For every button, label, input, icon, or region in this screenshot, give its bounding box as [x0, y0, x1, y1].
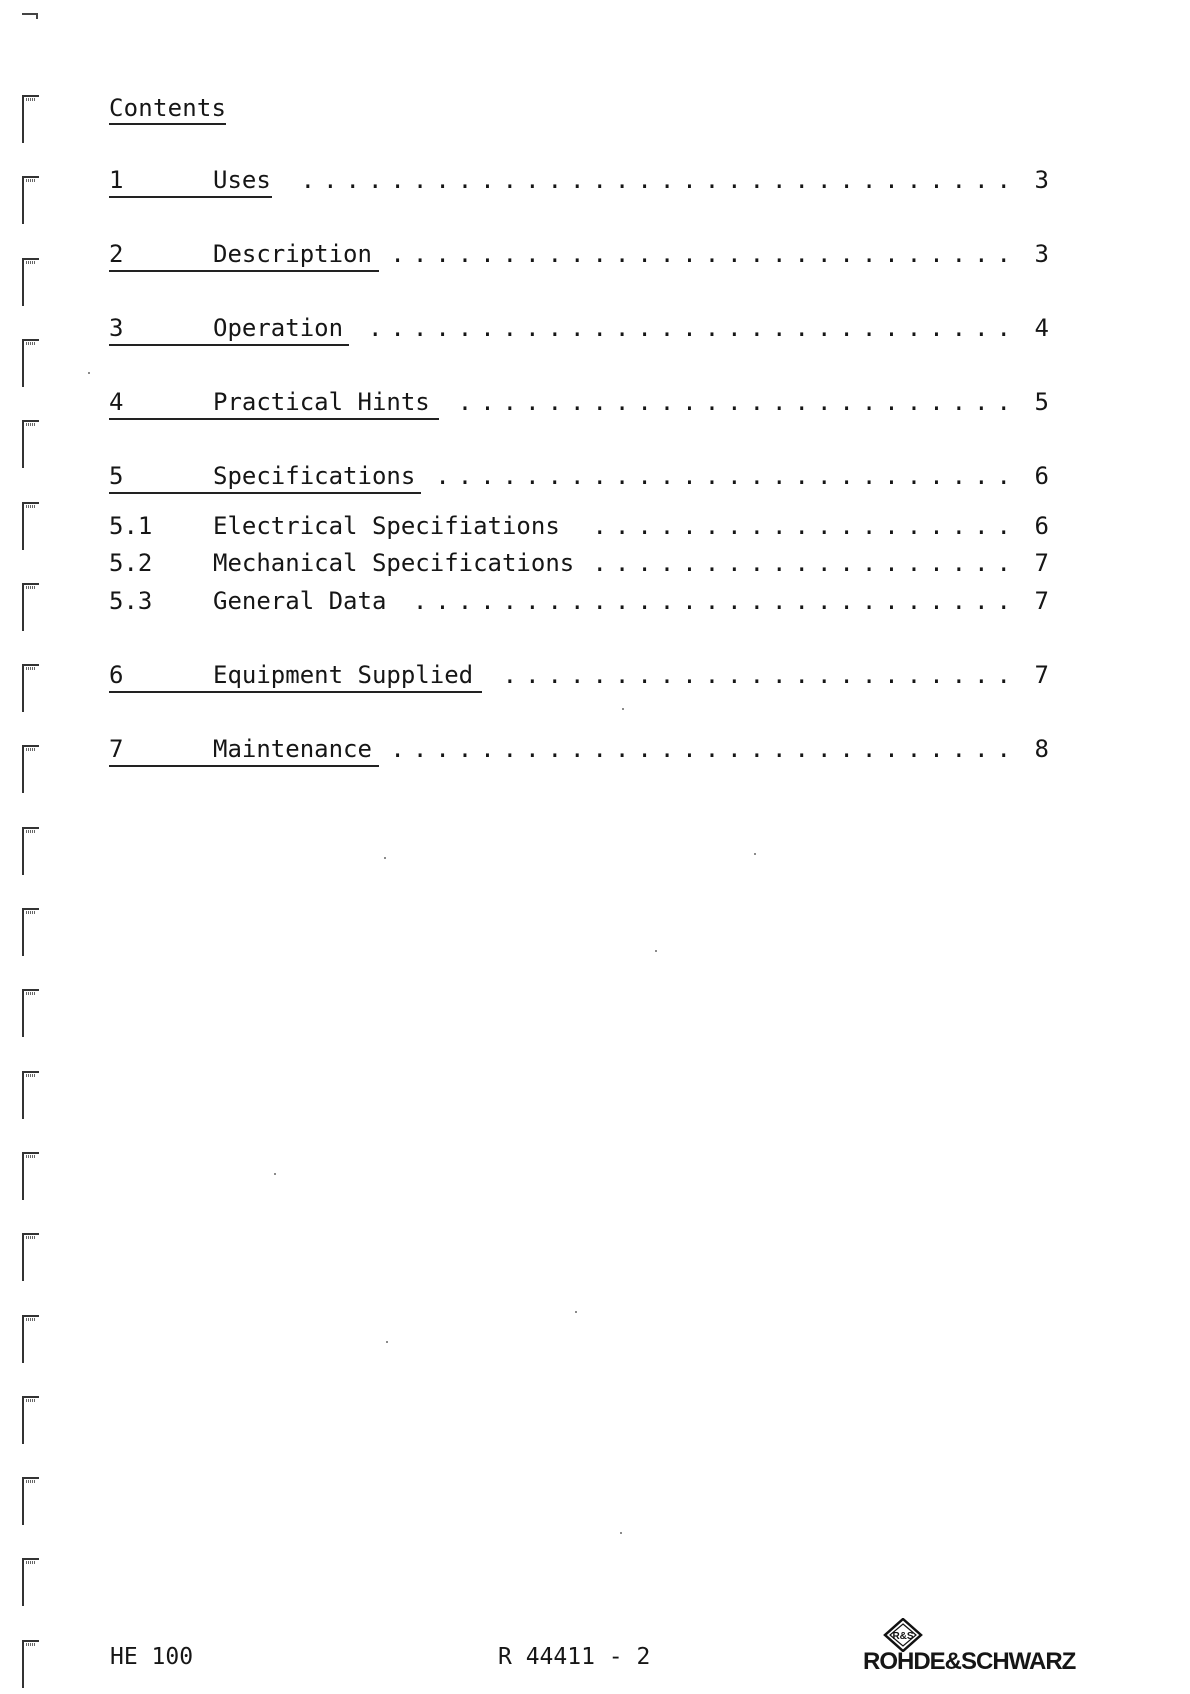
- toc-number: 5.2: [109, 549, 153, 577]
- toc-title: Practical Hints: [213, 388, 430, 416]
- toc-number: 5.1: [109, 512, 153, 540]
- toc-number: 5.3: [109, 587, 153, 615]
- binding-hole-mark: [22, 1315, 40, 1363]
- binding-hole-mark: [22, 95, 40, 143]
- toc-number: 7: [109, 735, 124, 763]
- binding-hole-mark: [22, 908, 40, 956]
- toc-underline: [109, 196, 272, 198]
- toc-row[interactable]: [109, 240, 1049, 280]
- toc-leader-dots: ............................: [390, 735, 1019, 763]
- toc-page-number: 7: [1034, 661, 1049, 689]
- toc-title: Equipment Supplied: [213, 661, 474, 689]
- toc-number: 1: [109, 166, 124, 194]
- toc-underline: [109, 691, 482, 693]
- corner-mark: [22, 13, 38, 19]
- brand-name: ROHDE&SCHWARZ: [863, 1648, 1076, 1675]
- binding-hole-mark: [22, 1477, 40, 1525]
- toc-underline: [109, 270, 379, 272]
- toc-leader-dots: ..........................: [435, 462, 1019, 490]
- toc-title: Specifications: [213, 462, 416, 490]
- toc-page-number: 5: [1034, 388, 1049, 416]
- toc-number: 3: [109, 314, 124, 342]
- toc-row[interactable]: [109, 512, 1049, 552]
- footer-model: HE 100: [110, 1644, 194, 1670]
- toc-row[interactable]: [109, 462, 1049, 502]
- toc-number: 4: [109, 388, 124, 416]
- scan-speck: [655, 950, 657, 952]
- toc-title: Electrical Specifiations: [213, 512, 560, 540]
- toc-number: 5: [109, 462, 124, 490]
- scan-speck: [622, 708, 624, 710]
- binding-hole-mark: [22, 1233, 40, 1281]
- scan-speck: [386, 1341, 388, 1343]
- scan-speck: [754, 853, 756, 855]
- toc-underline: [109, 765, 379, 767]
- toc-page-number: 3: [1034, 166, 1049, 194]
- binding-hole-mark: [22, 664, 40, 712]
- binding-hole-mark: [22, 1640, 40, 1688]
- scan-speck: [274, 1173, 276, 1175]
- toc-leader-dots: .........................: [457, 388, 1019, 416]
- binding-hole-mark: [22, 420, 40, 468]
- toc-leader-dots: ................................: [300, 166, 1019, 194]
- toc-leader-dots: .............................: [367, 314, 1019, 342]
- toc-leader-dots: .......................: [502, 661, 1019, 689]
- toc-page-number: 8: [1034, 735, 1049, 763]
- scan-speck: [620, 1532, 622, 1534]
- toc-row[interactable]: [109, 587, 1049, 627]
- toc-underline: [109, 418, 439, 420]
- binding-hole-mark: [22, 339, 40, 387]
- toc-leader-dots: ...................: [592, 512, 1019, 540]
- toc-number: 2: [109, 240, 124, 268]
- binding-hole-mark: [22, 989, 40, 1037]
- toc-underline: [109, 492, 421, 494]
- toc-title: Uses: [213, 166, 271, 194]
- toc-title: Operation: [213, 314, 344, 342]
- binding-hole-mark: [22, 1071, 40, 1119]
- toc-row[interactable]: [109, 549, 1049, 589]
- scan-speck: [384, 857, 386, 859]
- toc-title: Maintenance: [213, 735, 372, 763]
- toc-leader-dots: ...........................: [412, 587, 1019, 615]
- binding-hole-mark: [22, 258, 40, 306]
- toc-row[interactable]: [109, 388, 1049, 428]
- binding-hole-mark: [22, 583, 40, 631]
- toc-leader-dots: ...................: [592, 549, 1019, 577]
- binding-hole-mark: [22, 1558, 40, 1606]
- toc-number: 6: [109, 661, 124, 689]
- rohde-schwarz-logo: [863, 1618, 1103, 1678]
- toc-page-number: 7: [1034, 587, 1049, 615]
- toc-row[interactable]: [109, 166, 1049, 206]
- toc-row[interactable]: [109, 661, 1049, 701]
- logo-mark-letters: R&S: [892, 1631, 914, 1642]
- toc-title: General Data: [213, 587, 387, 615]
- toc-page-number: 3: [1034, 240, 1049, 268]
- rs-diamond-logo-icon: [883, 1618, 923, 1652]
- binding-hole-mark: [22, 176, 40, 224]
- footer-doc-number: R 44411 - 2: [498, 1644, 651, 1670]
- toc-page-number: 6: [1034, 462, 1049, 490]
- binding-hole-mark: [22, 1152, 40, 1200]
- toc-page-number: 7: [1034, 549, 1049, 577]
- toc-title: Mechanical Specifications: [213, 549, 575, 577]
- binding-hole-mark: [22, 827, 40, 875]
- binding-hole-mark: [22, 1396, 40, 1444]
- contents-heading: Contents: [109, 94, 226, 125]
- toc-title: Description: [213, 240, 372, 268]
- toc-row[interactable]: [109, 314, 1049, 354]
- scan-speck: [575, 1311, 577, 1313]
- binding-hole-mark: [22, 745, 40, 793]
- toc-page-number: 6: [1034, 512, 1049, 540]
- scan-speck: [88, 372, 90, 374]
- toc-leader-dots: ............................: [390, 240, 1019, 268]
- toc-page-number: 4: [1034, 314, 1049, 342]
- toc-underline: [109, 344, 349, 346]
- binding-hole-mark: [22, 502, 40, 550]
- toc-row[interactable]: [109, 735, 1049, 775]
